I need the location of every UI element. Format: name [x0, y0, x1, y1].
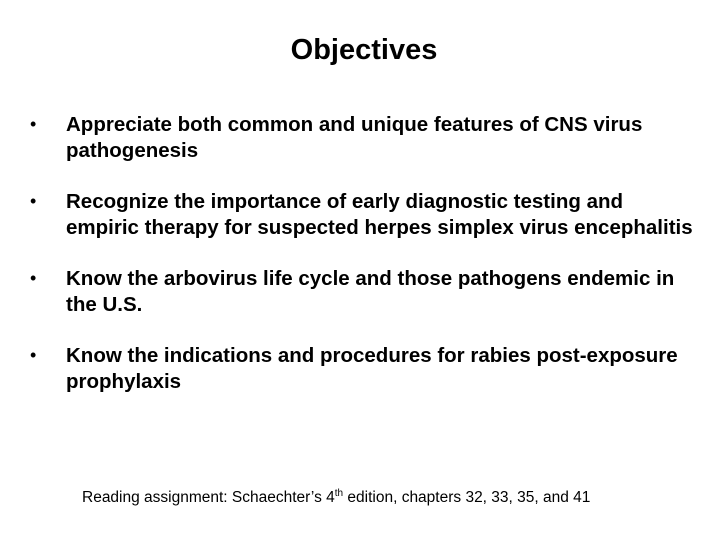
objective-text: Know the arbovirus life cycle and those pathogens endemic in the U.S. — [66, 267, 675, 316]
reading-suffix: edition, chapters 32, 33, 35, and 41 — [343, 489, 591, 506]
reading-prefix: Reading assignment: Schaechter’s 4 — [82, 489, 335, 506]
bullet-icon: • — [30, 114, 37, 134]
objective-item — [30, 112, 700, 163]
objective-item — [30, 189, 700, 240]
bullet-icon: • — [30, 191, 37, 211]
objective-item — [30, 266, 700, 317]
reading-superscript: th — [334, 488, 344, 499]
objective-item — [30, 343, 700, 394]
objective-text: Know the indications and procedures for rabies post-exposure prophylaxis — [66, 344, 678, 393]
objective-text: Appreciate both common and unique features of CNS virus pathogenesis — [66, 113, 643, 162]
slide-title: Objectives — [290, 34, 438, 66]
objectives-list — [30, 112, 700, 420]
objective-text: Recognize the importance of early diagnostic testing and empiric therapy for suspected herpes simplex virus encephalitis — [66, 190, 693, 239]
reading-assignment — [82, 488, 590, 508]
bullet-icon: • — [30, 345, 37, 365]
bullet-icon: • — [30, 268, 37, 288]
